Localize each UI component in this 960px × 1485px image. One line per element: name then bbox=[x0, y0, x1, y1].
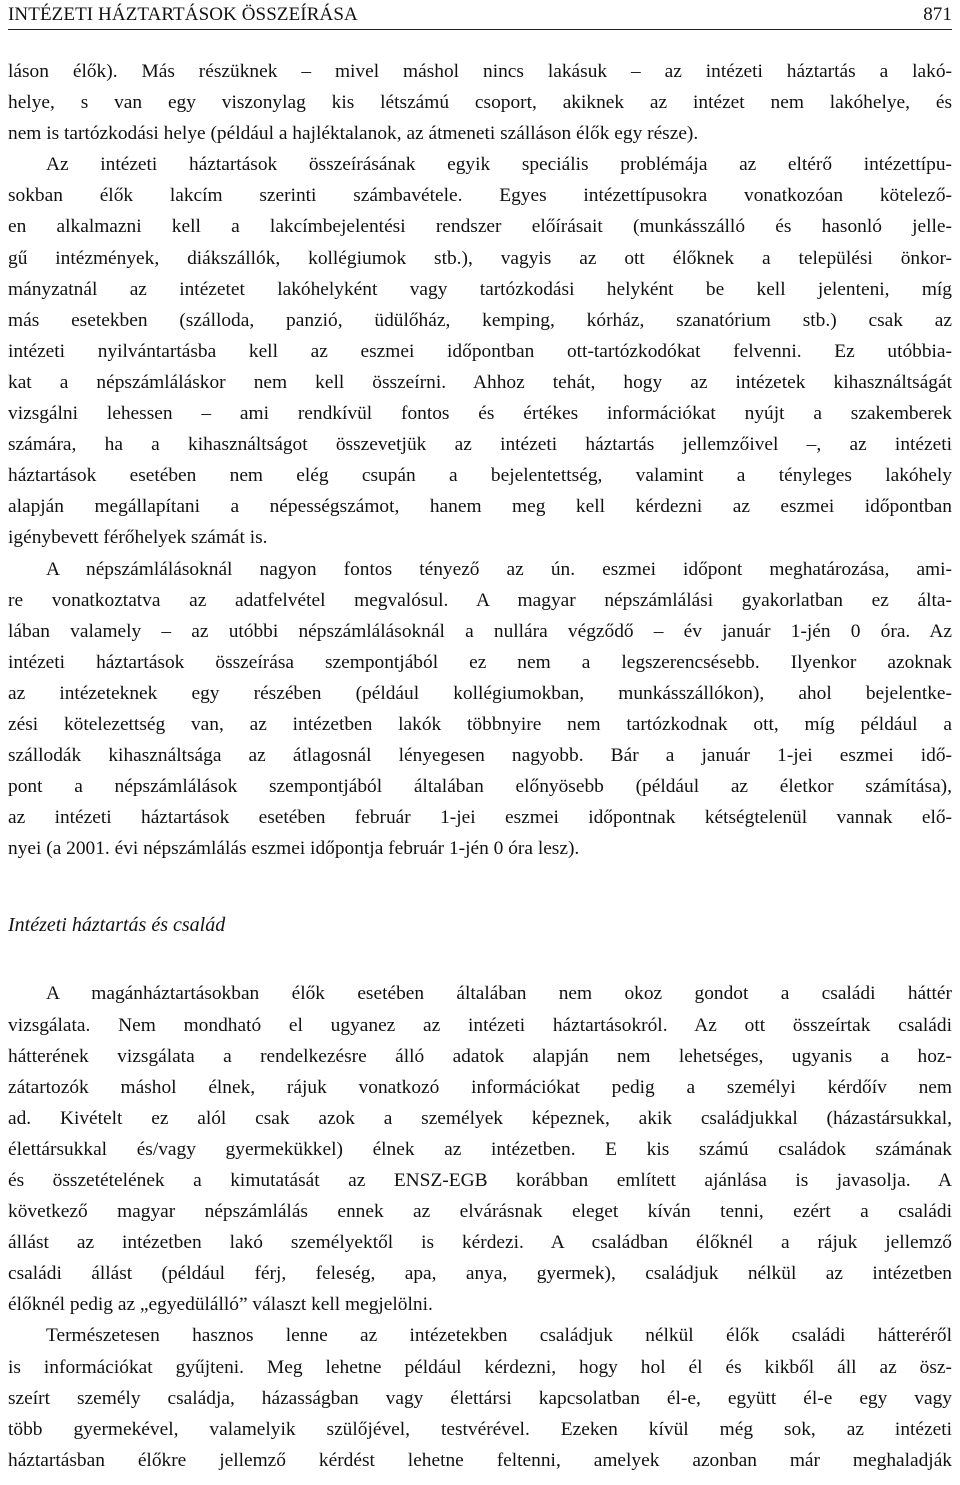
text-line: nem is tartózkodási helye (például a hajléktalanok, az átmeneti szálláson élők egy része). bbox=[8, 123, 699, 145]
text-line: családi állást (például férj, feleség, apa, anya, gyermek), családjuk nélkül az intézetben bbox=[8, 1263, 952, 1285]
text-line: láson élők). Más részüknek – mivel máshol nincs lakásuk – az intézeti háztartás a lakó- bbox=[8, 61, 952, 82]
text-line: nyei (a 2001. évi népszámlálás eszmei időpontja február 1-jén 0 óra lesz). bbox=[8, 838, 580, 860]
text-line: gű intézmények, diákszállók, kollégiumok stb.), vagyis az ott élőknek a települési önkor- bbox=[8, 247, 952, 269]
text-line: következő magyar népszámlálás ennek az elvárásnak eleget kíván tenni, ezért a családi bbox=[8, 1201, 952, 1223]
page-number: 871 bbox=[923, 4, 952, 25]
text-line: A népszámlálásoknál nagyon fontos tényező az ún. eszmei időpont meghatározása, ami- bbox=[46, 558, 952, 580]
paragraphs-after-section bbox=[8, 978, 952, 1476]
text-line: számára, ha a kihasználtságot összevetjük az intézeti háztartás jellemzőivel –, az intézeti bbox=[8, 434, 952, 456]
text-line: is információkat gyűjteni. Meg lehetne például kérdezni, hogy hol él és kikből áll az ösz- bbox=[8, 1356, 952, 1378]
text-line: élőknél pedig az „egyedülálló” választ kell megjelölni. bbox=[8, 1294, 433, 1316]
text-line: hátterének vizsgálata a rendelkezésre álló adatok alapján nem lehetséges, ugyanis a hoz- bbox=[8, 1045, 952, 1067]
text-line: zátartozók máshol élnek, rájuk vonatkozó információkat pedig a személyi kérdőív nem bbox=[8, 1076, 952, 1098]
text-line: Természetesen hasznos lenne az intézetekben családjuk nélkül élők családi hátteréről bbox=[46, 1325, 952, 1347]
text-line: igénybevett férőhelyek számát is. bbox=[8, 527, 268, 549]
text-line: több gyermekével, valamelyik szülőjével, testvérével. Ezeken kívül még sok, az intézeti bbox=[8, 1418, 952, 1440]
text-line: pont a népszámlálások szempontjából általában előnyösebb (például az életkor számítása), bbox=[8, 776, 952, 798]
text-line: intézeti nyilvántartásba kell az eszmei időpontban ott-tartózkodókat felvenni. Ez utóbbia- bbox=[8, 340, 952, 362]
text-line: az intézeteknek egy részében (például kollégiumokban, munkásszállókon), ahol bejelentke- bbox=[8, 682, 952, 704]
text-line: mányzatnál az intézetet lakóhelyként vagy tartózkodási helyként be kell jelenteni, míg bbox=[8, 278, 952, 300]
running-header-title: INTÉZETI HÁZTARTÁSOK ÖSSZEÍRÁSA bbox=[8, 4, 358, 25]
text-line: Az intézeti háztartások összeírásának egyik speciális problémája az eltérő intézettípu- bbox=[46, 154, 952, 176]
running-header bbox=[8, 0, 952, 30]
paragraph bbox=[8, 1320, 952, 1475]
paragraph bbox=[8, 554, 952, 865]
text-line: intézeti háztartások összeírása szempontjából ez nem a legszerencsésebb. Ilyenkor azoknak bbox=[8, 651, 952, 673]
text-line: vizsgálata. Nem mondható el ugyanez az intézeti háztartásokról. Az ott összeírtak családi bbox=[8, 1014, 952, 1036]
text-line: élettársukkal és/vagy gyermekükkel) élnek az intézetben. E kis számú családok számának bbox=[8, 1138, 952, 1160]
text-line: A magánháztartásokban élők esetében általában nem okoz gondot a családi háttér bbox=[46, 983, 952, 1005]
document-page bbox=[8, 0, 952, 1476]
paragraph bbox=[8, 149, 952, 553]
body-text bbox=[8, 56, 952, 1476]
text-line: szeírt személy családja, házasságban vagy élettársi kapcsolatban él-e, együtt él-e egy vagy bbox=[8, 1387, 952, 1409]
text-line: háztartások esetében nem elég csupán a bejelentettség, valamint a tényleges lakóhely bbox=[8, 465, 952, 487]
text-line: en alkalmazni kell a lakcímbejelentési rendszer előírásait (munkásszálló és hasonló jelle- bbox=[8, 216, 952, 238]
text-line: sokban élők lakcím szerinti számbavétele. Egyes intézettípusokra vonatkozóan kötelező- bbox=[8, 185, 952, 207]
text-line: háztartásban élőkre jellemző kérdést lehetne feltenni, amelyek azonban már meghaladják bbox=[8, 1449, 952, 1471]
text-line: állást az intézetben lakó személyektől is kérdezi. A családban élőknél a rájuk jellemző bbox=[8, 1232, 952, 1254]
text-line: zési kötelezettség van, az intézetben lakók többnyire nem tartózkodnak ott, míg például a bbox=[8, 713, 952, 735]
paragraph bbox=[8, 978, 952, 1320]
paragraphs-before-section bbox=[8, 56, 952, 864]
text-line: szállodák kihasználtsága az átlagosnál lényegesen nagyobb. Bár a január 1-jei eszmei idő- bbox=[8, 745, 952, 767]
paragraph bbox=[8, 56, 952, 149]
text-line: az intézeti háztartások esetében február 1-jei eszmei időpontnak kétségtelenül vannak elő- bbox=[8, 807, 952, 829]
text-line: helye, s van egy viszonylag kis létszámú csoport, akiknek az intézet nem lakóhelye, és bbox=[8, 92, 952, 114]
text-line: lában valamely – az utóbbi népszámlálásoknál a nullára végződő – év január 1-jén 0 óra. Az bbox=[8, 620, 952, 642]
text-line: alapján megállapítani a népességszámot, hanem meg kell kérdezni az eszmei időpontban bbox=[8, 496, 952, 518]
text-line: kat a népszámláláskor nem kell összeírni. Ahhoz tehát, hogy az intézetek kihasználtságát bbox=[8, 371, 952, 393]
section-title: Intézeti háztartás és család bbox=[8, 914, 226, 937]
text-line: vizsgálni lehessen – ami rendkívül fontos és értékes információkat nyújt a szakemberek bbox=[8, 403, 952, 425]
text-line: ad. Kivételt ez alól csak azok a személyek képeznek, akik családjukkal (házastársukkal, bbox=[8, 1107, 952, 1129]
text-line: re vonatkoztatva az adatfelvétel megvalósul. A magyar népszámlálási gyakorlatban ez álta- bbox=[8, 589, 952, 611]
text-line: és összetételének a kimutatását az ENSZ-EGB korábban említett ajánlása is javasolja. A bbox=[8, 1170, 952, 1191]
text-line: más esetekben (szálloda, panzió, üdülőház, kemping, kórház, szanatórium stb.) csak az bbox=[8, 309, 952, 331]
